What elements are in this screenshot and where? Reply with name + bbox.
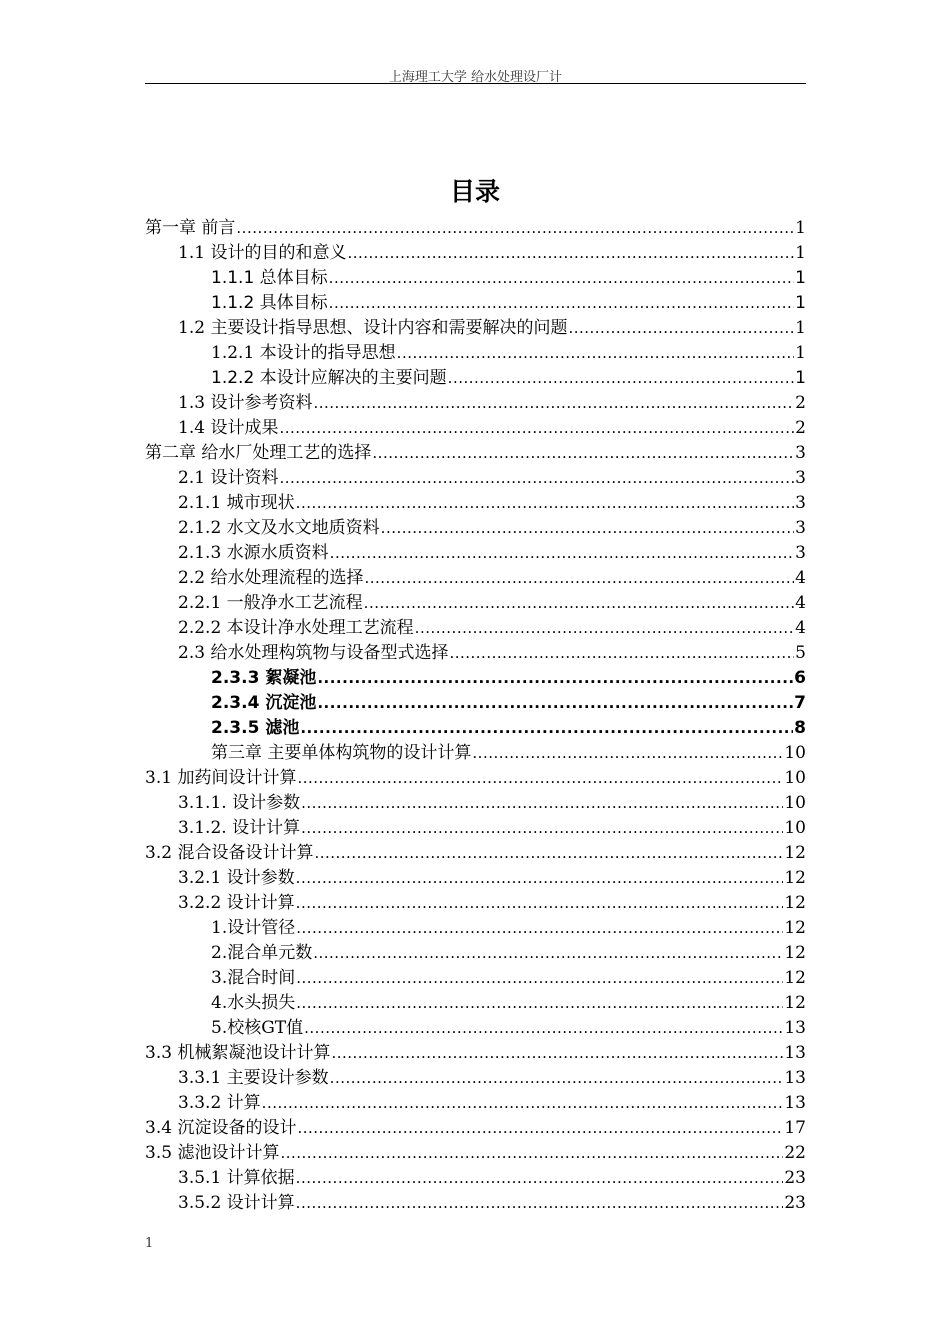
toc-entry-page: 1 — [795, 293, 806, 313]
toc-leader — [296, 991, 783, 1015]
toc-entry-3-2-1[interactable] — [178, 866, 806, 890]
toc-entry-1-1-1[interactable] — [211, 266, 806, 290]
toc-entry-label: 1.2.1 本设计的指导思想 — [211, 343, 396, 363]
toc-leader — [313, 941, 783, 965]
toc-leader — [472, 741, 783, 765]
toc-entry-3-3[interactable] — [145, 1041, 806, 1065]
toc-entry-label: 1.2 主要设计指导思想、设计内容和需要解决的问题 — [178, 318, 568, 338]
toc-entry-page: 23 — [784, 1168, 806, 1188]
toc-leader — [280, 1141, 783, 1165]
toc-entry-label: 3.5 滤池设计计算 — [145, 1143, 280, 1163]
toc-entry-page: 3 — [795, 468, 806, 488]
toc-entry-1-2-1[interactable] — [211, 341, 806, 365]
toc-entry-page: 10 — [784, 818, 806, 838]
toc-leader — [297, 766, 783, 790]
toc-entry-chapter-2[interactable] — [145, 441, 806, 465]
toc-entry-1-1[interactable] — [178, 241, 806, 265]
toc-entry-2-2-2[interactable] — [178, 616, 806, 640]
toc-leader — [301, 791, 783, 815]
toc-leader — [397, 341, 795, 365]
toc-entry-label: 3.3 机械絮凝池设计计算 — [145, 1043, 331, 1063]
toc-entry-page: 8 — [794, 718, 806, 738]
toc-entry-label: 3.1.1. 设计参数 — [178, 793, 301, 813]
toc-leader — [415, 616, 795, 640]
toc-entry-2-2[interactable] — [178, 566, 806, 590]
toc-leader — [296, 491, 795, 515]
toc-entry-label: 3.1 加药间设计计算 — [145, 768, 297, 788]
toc-leader — [296, 866, 784, 890]
toc-entry-page: 3 — [795, 518, 806, 538]
toc-entry-label: 3.3.2 计算 — [178, 1093, 261, 1113]
toc-entry-item-5[interactable] — [211, 1016, 806, 1040]
toc-entry-1-1-2[interactable] — [211, 291, 806, 315]
toc-entry-page: 13 — [784, 1093, 806, 1113]
toc-entry-label: 5.校核GT值 — [211, 1018, 304, 1038]
toc-entry-label: 3.混合时间 — [211, 968, 296, 988]
toc-leader — [449, 641, 794, 665]
toc-entry-3-5-2[interactable] — [178, 1191, 806, 1215]
toc-leader — [296, 1166, 784, 1190]
toc-entry-page: 13 — [784, 1068, 806, 1088]
toc-entry-page: 1 — [795, 318, 806, 338]
toc-entry-label: 3.4 沉淀设备的设计 — [145, 1118, 297, 1138]
toc-entry-label: 第二章 给水厂处理工艺的选择 — [145, 443, 372, 463]
toc-entry-label: 2.混合单元数 — [211, 943, 313, 963]
toc-entry-page: 10 — [784, 768, 806, 788]
toc-entry-page: 12 — [784, 968, 806, 988]
toc-entry-label: 3.5.2 设计计算 — [178, 1193, 295, 1213]
toc-entry-chapter-1[interactable] — [145, 216, 806, 240]
toc-entry-label: 2.2.2 本设计净水处理工艺流程 — [178, 618, 414, 638]
toc-leader — [364, 591, 795, 615]
toc-leader — [317, 691, 793, 715]
toc-entry-label: 1.2.2 本设计应解决的主要问题 — [211, 368, 447, 388]
toc-entry-page: 13 — [784, 1018, 806, 1038]
toc-entry-label: 2.2 给水处理流程的选择 — [178, 568, 364, 588]
toc-leader — [300, 716, 793, 740]
toc-entry-page: 12 — [784, 843, 806, 863]
toc-entry-2-3-3[interactable] — [211, 666, 806, 690]
toc-entry-label: 2.3.3 絮凝池 — [211, 668, 317, 688]
toc-entry-3-5[interactable] — [145, 1141, 806, 1165]
toc-entry-2-3-5[interactable] — [211, 716, 806, 740]
toc-entry-label: 第三章 主要单体构筑物的设计计算 — [211, 743, 472, 763]
header-rule — [145, 83, 806, 84]
toc-leader — [296, 891, 784, 915]
toc-entry-page: 13 — [784, 1043, 806, 1063]
toc-entry-item-1[interactable] — [211, 916, 806, 940]
toc-leader — [296, 916, 783, 940]
toc-entry-2-1-3[interactable] — [178, 541, 806, 565]
toc-entry-page: 17 — [784, 1118, 806, 1138]
toc-entry-label: 2.1.2 水文及水文地质资料 — [178, 518, 380, 538]
toc-entry-page: 7 — [794, 693, 806, 713]
toc-entry-label: 2.1 设计资料 — [178, 468, 279, 488]
toc-entry-page: 10 — [784, 793, 806, 813]
toc-entry-page: 2 — [795, 393, 806, 413]
toc-leader — [329, 291, 795, 315]
toc-entry-page: 1 — [795, 343, 806, 363]
toc-entry-page: 12 — [784, 993, 806, 1013]
toc-entry-label: 3.3.1 主要设计参数 — [178, 1068, 329, 1088]
toc-leader — [236, 216, 794, 240]
toc-entry-page: 4 — [795, 618, 806, 638]
toc-entry-3-4[interactable] — [145, 1116, 806, 1140]
toc-entry-label: 2.2.1 一般净水工艺流程 — [178, 593, 363, 613]
toc-leader — [304, 1016, 783, 1040]
toc-leader — [330, 541, 795, 565]
toc-entry-label: 1.1.2 具体目标 — [211, 293, 328, 313]
toc-entry-2-1-1[interactable] — [178, 491, 806, 515]
toc-entry-label: 2.3.5 滤池 — [211, 718, 300, 738]
toc-entry-item-3[interactable] — [211, 966, 806, 990]
toc-leader — [279, 416, 794, 440]
toc-entry-1-3[interactable] — [178, 391, 806, 415]
toc-leader — [331, 1041, 783, 1065]
toc-leader — [364, 566, 794, 590]
toc-entry-item-4[interactable] — [211, 991, 806, 1015]
toc-entry-label: 2.3 给水处理构筑物与设备型式选择 — [178, 643, 449, 663]
toc-entry-label: 第一章 前言 — [145, 218, 236, 238]
toc-entry-page: 2 — [795, 418, 806, 438]
toc-entry-label: 1.3 设计参考资料 — [178, 393, 313, 413]
toc-leader — [262, 1091, 784, 1115]
toc-entry-3-1-1[interactable] — [178, 791, 806, 815]
toc-leader — [381, 516, 795, 540]
toc-entry-page: 1 — [795, 268, 806, 288]
toc-leader — [296, 966, 783, 990]
toc-entry-label: 3.2.2 设计计算 — [178, 893, 295, 913]
toc-entry-label: 1.1 设计的目的和意义 — [178, 243, 347, 263]
toc-leader — [568, 316, 794, 340]
toc-entry-2-3[interactable] — [178, 641, 806, 665]
toc-entry-page: 12 — [784, 893, 806, 913]
toc-entry-label: 2.1.3 水源水质资料 — [178, 543, 329, 563]
toc-entry-page: 1 — [795, 368, 806, 388]
toc-entry-3-1-2[interactable] — [178, 816, 806, 840]
toc-entry-3-5-1[interactable] — [178, 1166, 806, 1190]
toc-entry-page: 3 — [795, 493, 806, 513]
toc-entry-1-2-2[interactable] — [211, 366, 806, 390]
toc-leader — [296, 1191, 784, 1215]
toc-entry-label: 4.水头损失 — [211, 993, 296, 1013]
toc-leader — [330, 1066, 784, 1090]
footer-page-number: 1 — [145, 1236, 154, 1251]
toc-entry-page: 10 — [784, 743, 806, 763]
toc-entry-label: 2.3.4 沉淀池 — [211, 693, 317, 713]
toc-entry-2-1[interactable] — [178, 466, 806, 490]
toc-entry-3-3-1[interactable] — [178, 1066, 806, 1090]
toc-entry-page: 12 — [784, 918, 806, 938]
toc-leader — [297, 1116, 783, 1140]
toc-entry-label: 3.5.1 计算依据 — [178, 1168, 295, 1188]
toc-entry-chapter-3[interactable] — [211, 741, 806, 765]
toc-entry-label: 1.1.1 总体目标 — [211, 268, 328, 288]
toc-entry-page: 3 — [795, 543, 806, 563]
toc-entry-page: 23 — [784, 1193, 806, 1213]
toc-leader — [279, 466, 794, 490]
toc-entry-3-1[interactable] — [145, 766, 806, 790]
toc-entry-label: 3.2.1 设计参数 — [178, 868, 295, 888]
toc-entry-page: 1 — [795, 243, 806, 263]
toc-entry-page: 12 — [784, 868, 806, 888]
toc-entry-label: 3.1.2. 设计计算 — [178, 818, 301, 838]
toc-entry-2-1-2[interactable] — [178, 516, 806, 540]
toc-entry-3-2[interactable] — [145, 841, 806, 865]
toc-entry-page: 3 — [795, 443, 806, 463]
toc-entry-3-2-2[interactable] — [178, 891, 806, 915]
header-text: 上海理工大学 给水处理设厂计 — [388, 70, 563, 85]
toc-entry-item-2[interactable] — [211, 941, 806, 965]
toc-entry-page: 5 — [795, 643, 806, 663]
toc-leader — [314, 841, 783, 865]
toc-entry-3-3-2[interactable] — [178, 1091, 806, 1115]
toc-title: 目录 — [449, 177, 500, 206]
toc-entry-page: 12 — [784, 943, 806, 963]
toc-entry-page: 1 — [795, 218, 806, 238]
toc-entry-label: 3.2 混合设备设计计算 — [145, 843, 314, 863]
toc-leader — [372, 441, 794, 465]
toc-entry-1-2[interactable] — [178, 316, 806, 340]
toc-leader — [301, 816, 783, 840]
toc-entry-page: 6 — [794, 668, 806, 688]
toc-leader — [329, 266, 795, 290]
toc-entry-page: 22 — [784, 1143, 806, 1163]
toc-entry-page: 4 — [795, 593, 806, 613]
toc-entry-label: 1.4 设计成果 — [178, 418, 279, 438]
toc-entry-label: 1.设计管径 — [211, 918, 296, 938]
toc-leader — [448, 366, 795, 390]
toc-leader — [347, 241, 794, 265]
toc-entry-2-3-4[interactable] — [211, 691, 806, 715]
toc-entry-label: 2.1.1 城市现状 — [178, 493, 295, 513]
toc-leader — [317, 666, 793, 690]
toc-entry-page: 4 — [795, 568, 806, 588]
toc-leader — [313, 391, 794, 415]
toc-entry-1-4[interactable] — [178, 416, 806, 440]
toc-entry-2-2-1[interactable] — [178, 591, 806, 615]
